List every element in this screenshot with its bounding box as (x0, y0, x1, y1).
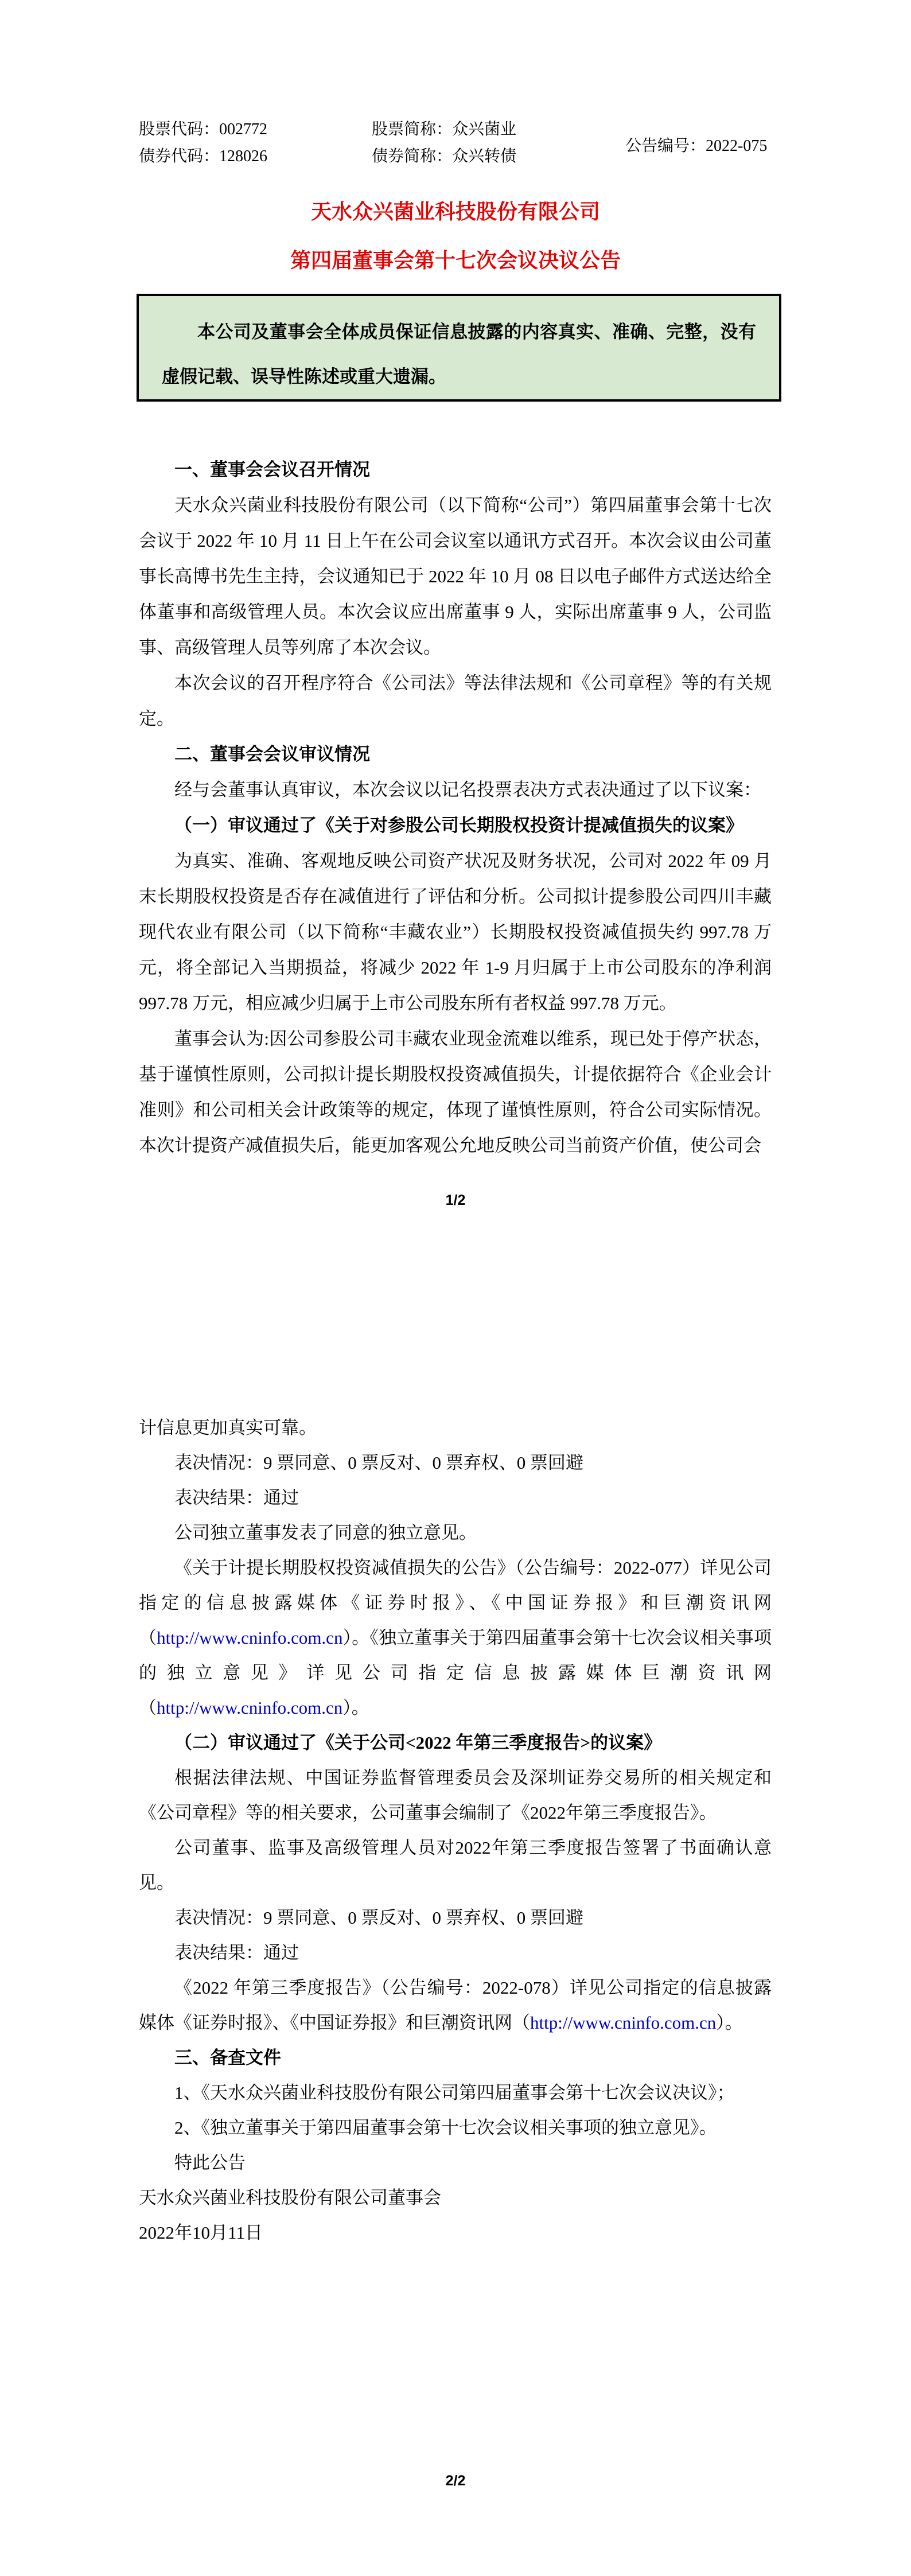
company-title: 天水众兴菌业科技股份有限公司 (310, 200, 600, 223)
disclosure-text-4: 《2022 年第三季度报告》（公告编号：2022-078）详见公司指定的信息披露媒体《证券时报》、《中国证券报》和巨潮资讯网（ (139, 1978, 772, 2033)
disclosure-text-2: ）。《独立董事关于第四届董事会第十七次会议相关事项的独立意见》详见公司指定信息披露媒体巨潮资讯网（ (139, 1628, 772, 1718)
cninfo-link-3[interactable]: http://www.cninfo.com.cn (530, 2013, 717, 2033)
closing-statement: 特此公告 (174, 2153, 246, 2173)
bond-code: 债券代码：128026 (139, 147, 268, 165)
page-title: 第四届董事会第十七次会议决议公告 (290, 249, 621, 272)
disclosure-text-5: ）。 (716, 2013, 743, 2033)
page2-body (139, 1410, 772, 2250)
cninfo-link-1[interactable]: http://www.cninfo.com.cn (157, 1628, 343, 1648)
disclosure-text-3: ）。 (342, 1698, 369, 1718)
item-2-heading: （二）审议通过了《关于公司<2022 年第三季度报告>的议案》 (174, 1733, 662, 1753)
announcement-date: 2022年10月11日 (139, 2223, 263, 2243)
item-2-paragraph-2: 公司董事、监事及高级管理人员对2022年第三季度报告签署了书面确认意见。 (139, 1838, 772, 1893)
independent-director-opinion: 公司独立董事发表了同意的独立意见。 (174, 1523, 477, 1543)
section-1-paragraph-2: 本次会议的召开程序符合《公司法》等法律法规和《公司章程》等的有关规定。 (139, 673, 772, 729)
page-number-2: 2/2 (445, 2473, 466, 2489)
announcement-number: 公告编号：2022-075 (625, 137, 768, 155)
board-signature: 天水众兴菌业科技股份有限公司董事会 (139, 2188, 441, 2208)
section-2-heading: 二、董事会会议审议情况 (174, 744, 370, 764)
item-1-paragraph-1: 为真实、准确、客观地反映公司资产状况及财务状况，公司对 2022 年 09 月末长期股权投资是否存在减值进行了评估和分析。公司拟计提参股公司四川丰藏现代农业有限公司（以下简称“丰藏农业”）长期股权投资减值损失约 997.78 万元，将全部记入当期损益，将减少 2022 年 1-9 月归属于上市公司股东的净利润 997.78 万元，相应减少归属于上市公司股东所有者权益 997.78 万元。 (139, 851, 772, 1013)
stock-name: 股票简称：众兴菌业 (372, 120, 517, 138)
stock-code: 股票代码：002772 (139, 120, 268, 138)
item-1-vote-result: 表决结果：通过 (174, 1488, 299, 1508)
section-3-heading: 三、备查文件 (174, 2048, 281, 2068)
disclaimer-text: 本公司及董事会全体成员保证信息披露的内容真实、准确、完整，没有虚假记载、误导性陈述或重大遗漏。 (162, 322, 756, 387)
item-1-disclosure-paragraph (139, 1550, 772, 1725)
section-1-paragraph-1: 天水众兴菌业科技股份有限公司（以下简称“公司”）第四届董事会第十七次会议于 2022 年 10 月 11 日上午在公司会议室以通讯方式召开。本次会议由公司董事长高博书先生主持，会议通知已于 2022 年 10 月 08 日以电子邮件方式送达给全体董事和高级管理人员。本次会议应出席董事 9 人，实际出席董事 9 人，公司监事、高级管理人员等列席了本次会议。 (139, 495, 772, 657)
item-1-paragraph-2: 董事会认为:因公司参股公司丰藏农业现金流难以维系，现已处于停产状态，基于谨慎性原则，公司拟计提长期股权投资减值损失，计提依据符合《企业会计准则》和公司相关会计政策等的规定，体现了谨慎性原则，符合公司实际情况。本次计提资产减值损失后，能更加客观公允地反映公司当前资产价值，使公司会 (139, 1029, 772, 1155)
cninfo-link-2[interactable]: http://www.cninfo.com.cn (157, 1698, 343, 1718)
page1-body (139, 452, 772, 1164)
section-2-paragraph-1: 经与会董事认真审议，本次会议以记名投票表决方式表决通过了以下议案： (174, 780, 761, 800)
item-1-heading: （一）审议通过了《关于对参股公司长期股权投资计提减值损失的议案》 (174, 815, 743, 835)
item-2-vote-result: 表决结果：通过 (174, 1943, 299, 1963)
bond-name: 债券简称：众兴转债 (372, 147, 517, 165)
item-2-vote-detail: 表决情况：9 票同意、0 票反对、0 票弃权、0 票回避 (174, 1908, 583, 1928)
disclosure-text-1: 《关于计提长期股权投资减值损失的公告》（公告编号：2022-077）详见公司指定的信息披露媒体《证券时报》、《中国证券报》和巨潮资讯网（ (139, 1558, 772, 1648)
item-1-vote-detail: 表决情况：9 票同意、0 票反对、0 票弃权、0 票回避 (174, 1453, 583, 1473)
reference-document-1: 1、《天水众兴菌业科技股份有限公司第四届董事会第十七次会议决议》； (174, 2083, 735, 2103)
reference-document-2: 2、《独立董事关于第四届董事会第十七次会议相关事项的独立意见》。 (174, 2118, 717, 2138)
section-1-heading: 一、董事会会议召开情况 (174, 460, 370, 480)
page-number-1: 1/2 (445, 1192, 466, 1208)
item-1-paragraph-2-continuation: 计信息更加真实可靠。 (139, 1418, 317, 1438)
item-2-paragraph-1: 根据法律法规、中国证券监督管理委员会及深圳证券交易所的相关规定和《公司章程》等的相关要求，公司董事会编制了《2022年第三季度报告》。 (139, 1768, 772, 1823)
item-2-disclosure-paragraph (139, 1970, 772, 2040)
announcement-page-2 (0, 1288, 911, 2576)
disclaimer-box (137, 294, 781, 402)
